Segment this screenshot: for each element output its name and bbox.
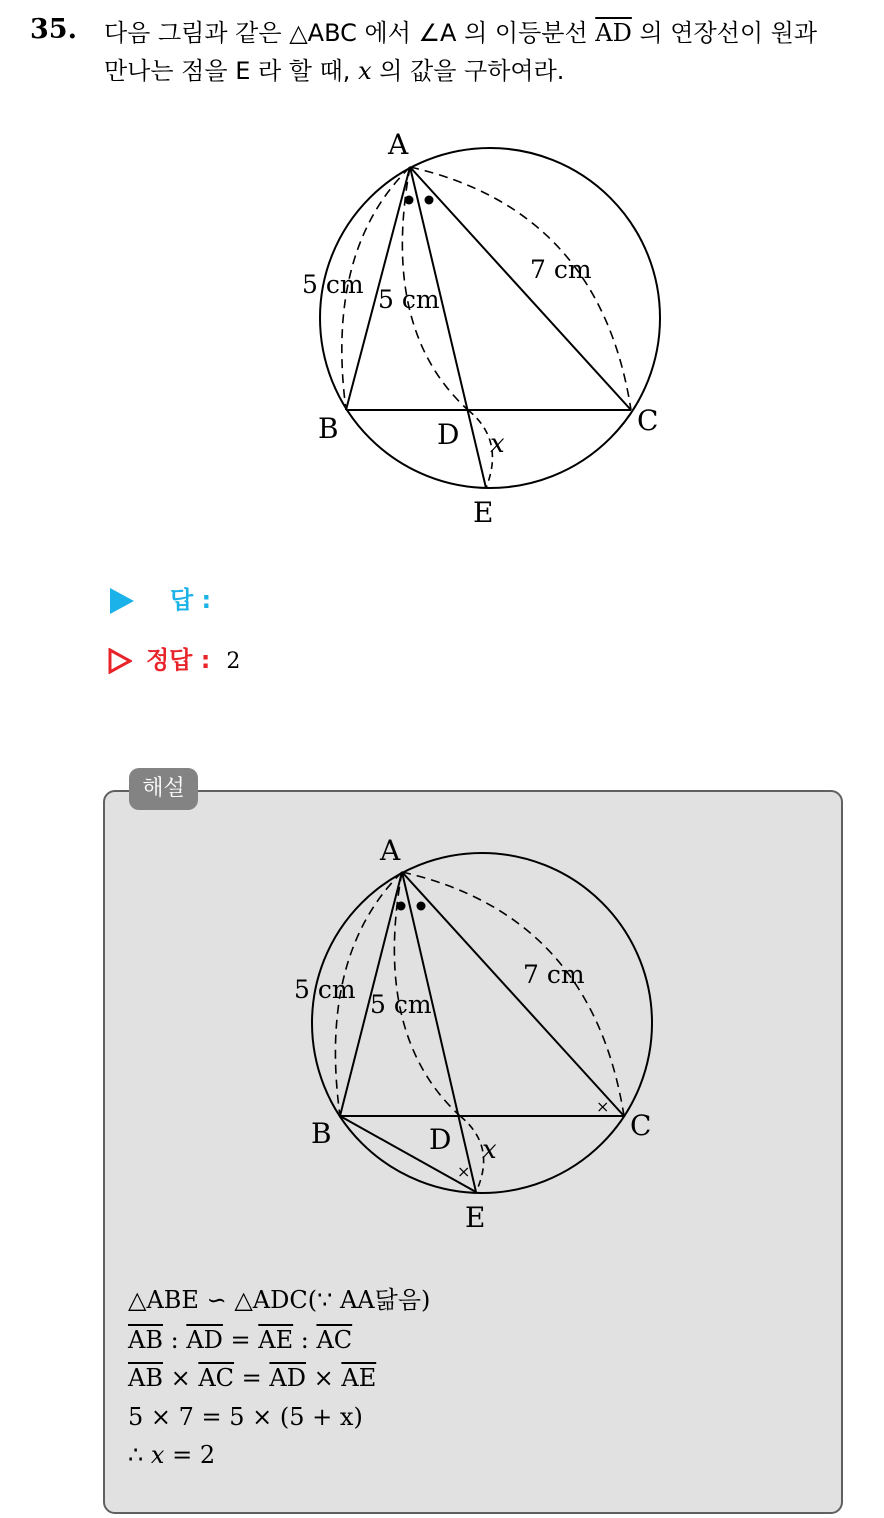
- solution-line-4: 5 × 7 = 5 × (5 + x): [128, 1403, 363, 1431]
- segment-ad: $\overline{AD}$: [269, 1364, 306, 1392]
- label-b: B: [318, 412, 339, 445]
- label-e: E: [473, 496, 494, 529]
- angle-a: ∠A: [418, 19, 457, 47]
- cross-mark-c: ×: [596, 1097, 610, 1116]
- label-x: x: [482, 1135, 497, 1165]
- length-ac: 7 cm: [530, 255, 592, 284]
- label-d: D: [429, 1123, 452, 1156]
- length-ad: 5 cm: [370, 990, 432, 1019]
- length-ab: 5 cm: [302, 270, 364, 299]
- label-c: C: [637, 404, 659, 437]
- segment-ab: $\overline{AB}$: [128, 1326, 163, 1354]
- operator: :: [162, 1326, 187, 1354]
- segment-ae: $\overline{AE}$: [341, 1364, 377, 1392]
- solution-line-2: [128, 1326, 352, 1354]
- angle-mark-dot: [417, 902, 426, 911]
- cross-mark-e: ×: [457, 1162, 471, 1181]
- segment-be: [340, 1116, 476, 1192]
- label-e: E: [465, 1201, 486, 1234]
- therefore-symbol: ∴: [128, 1441, 151, 1469]
- operator: ×: [306, 1364, 342, 1392]
- solution-line-3: [128, 1364, 376, 1392]
- label-c: C: [630, 1109, 652, 1142]
- label-x: x: [490, 429, 505, 459]
- question-text-part: 의 이등분선: [456, 19, 596, 47]
- question-text-part: 에서: [356, 19, 419, 47]
- operator: ×: [162, 1364, 199, 1392]
- operator: =: [234, 1364, 270, 1392]
- segment-ac: [402, 872, 624, 1116]
- question-text-part: 만나는 점을: [104, 57, 236, 85]
- label-b: B: [311, 1117, 332, 1150]
- solution-tag: 해설: [129, 768, 198, 810]
- variable-x: x: [358, 57, 372, 85]
- segment-ad: $\overline{AD}$: [186, 1326, 223, 1354]
- solution-line-1: △ABE ∽ △ADC(∵ AA닮음): [128, 1286, 431, 1314]
- segment-ad: $\overline{AD}$: [595, 19, 632, 47]
- triangle-abc: △ABC: [289, 19, 357, 47]
- segment-ac: $\overline{AC}$: [198, 1364, 235, 1392]
- operator: :: [293, 1326, 317, 1354]
- angle-mark-dot: [397, 902, 406, 911]
- segment-ac: $\overline{AC}$: [316, 1326, 353, 1354]
- question-number: 35.: [30, 14, 77, 45]
- correct-answer-value: 2: [226, 649, 241, 674]
- label-a: A: [388, 128, 409, 161]
- correct-answer-label: 정답 :: [146, 646, 211, 674]
- solution-line-5: [128, 1441, 215, 1469]
- point-e: E: [235, 57, 251, 85]
- question-text-part: 라 할 때,: [250, 57, 359, 85]
- variable-x: x: [150, 1441, 165, 1469]
- label-d: D: [437, 418, 460, 451]
- label-a: A: [380, 834, 401, 867]
- length-ad: 5 cm: [378, 285, 440, 314]
- length-ab: 5 cm: [294, 975, 356, 1004]
- segment-ab: $\overline{AB}$: [128, 1364, 163, 1392]
- question-text-part: 다음 그림과 같은: [104, 19, 290, 47]
- segment-ae: $\overline{AE}$: [258, 1326, 294, 1354]
- length-ac: 7 cm: [523, 960, 585, 989]
- question-text-part: 의 값을 구하여라.: [371, 57, 565, 85]
- answer-label: 답 :: [170, 586, 212, 614]
- question-text-part: 의 연장선이 원과: [631, 19, 818, 47]
- operator: =: [222, 1326, 259, 1354]
- result: = 2: [164, 1441, 216, 1469]
